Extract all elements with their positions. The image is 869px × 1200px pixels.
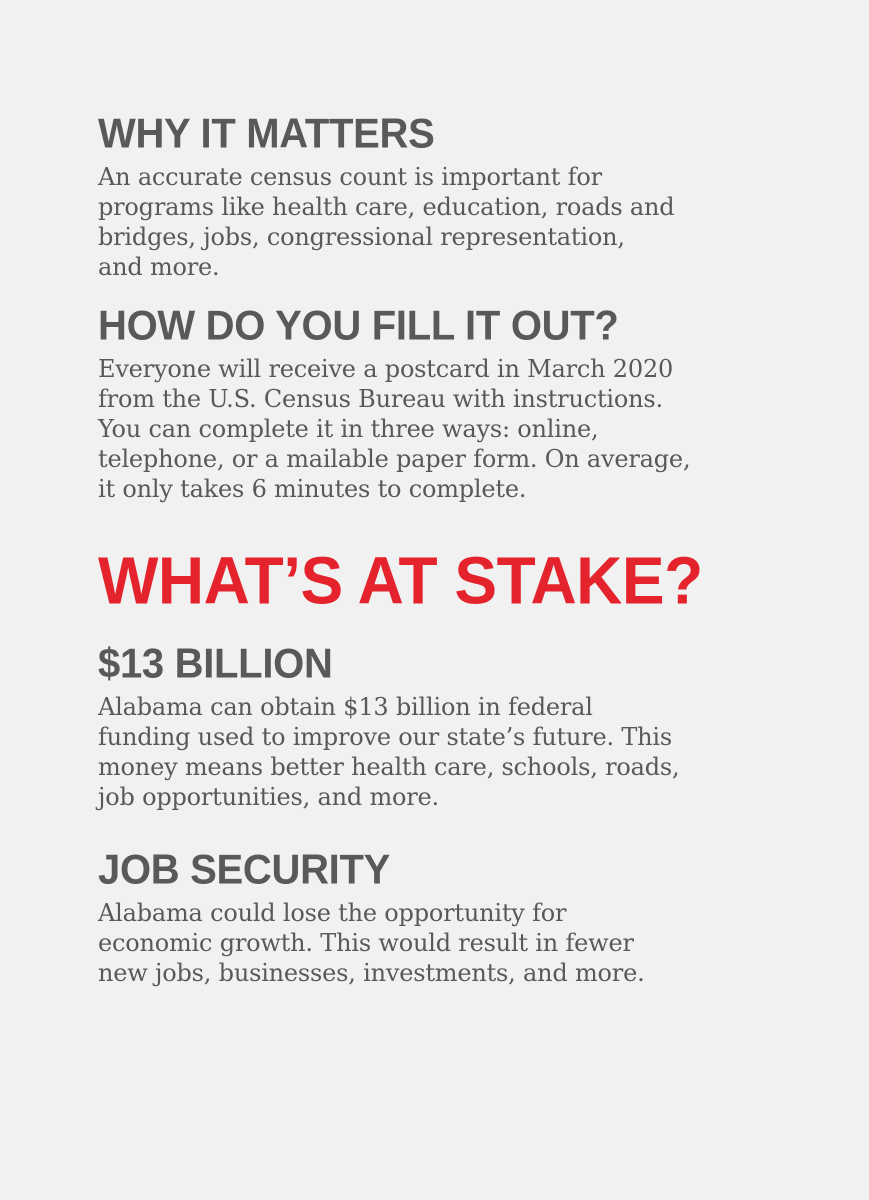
flyer-content xyxy=(98,110,818,988)
paragraph-line: money means better health care, schools, roads, xyxy=(98,753,680,781)
why-it-matters-paragraph xyxy=(98,162,818,282)
paragraph-line: An accurate census count is important for xyxy=(98,163,602,191)
paragraph-line: programs like health care, education, roads and xyxy=(98,193,675,221)
paragraph-line: telephone, or a mailable paper form. On average, xyxy=(98,445,691,473)
paragraph-line: Alabama could lose the opportunity for xyxy=(98,899,567,927)
paragraph-line: Alabama can obtain $13 billion in federal xyxy=(98,693,593,721)
paragraph-line: new jobs, businesses, investments, and more. xyxy=(98,959,645,987)
thirteen-billion-heading: $13 BILLION xyxy=(98,641,333,687)
paragraph-line: it only takes 6 minutes to complete. xyxy=(98,475,527,503)
paragraph-line: bridges, jobs, congressional representation, xyxy=(98,223,625,251)
paragraph-line: You can complete it in three ways: online, xyxy=(98,415,599,443)
job-security-heading: JOB SECURITY xyxy=(98,847,391,893)
paragraph-line: Everyone will receive a postcard in March 2020 xyxy=(98,355,674,383)
paragraph-line: job opportunities, and more. xyxy=(98,783,439,811)
paragraph-line: economic growth. This would result in fewer xyxy=(98,929,634,957)
paragraph-line: funding used to improve our state’s future. This xyxy=(98,723,673,751)
how-to-fill-heading: HOW DO YOU FILL IT OUT? xyxy=(98,303,619,349)
job-security-paragraph xyxy=(98,898,818,988)
whats-at-stake-heading: WHAT’S AT STAKE? xyxy=(98,542,703,618)
paragraph-line: and more. xyxy=(98,253,220,281)
how-to-fill-paragraph xyxy=(98,354,818,504)
thirteen-billion-paragraph xyxy=(98,692,818,812)
why-it-matters-heading: WHY IT MATTERS xyxy=(98,111,435,157)
paragraph-line: from the U.S. Census Bureau with instructions. xyxy=(98,385,663,413)
